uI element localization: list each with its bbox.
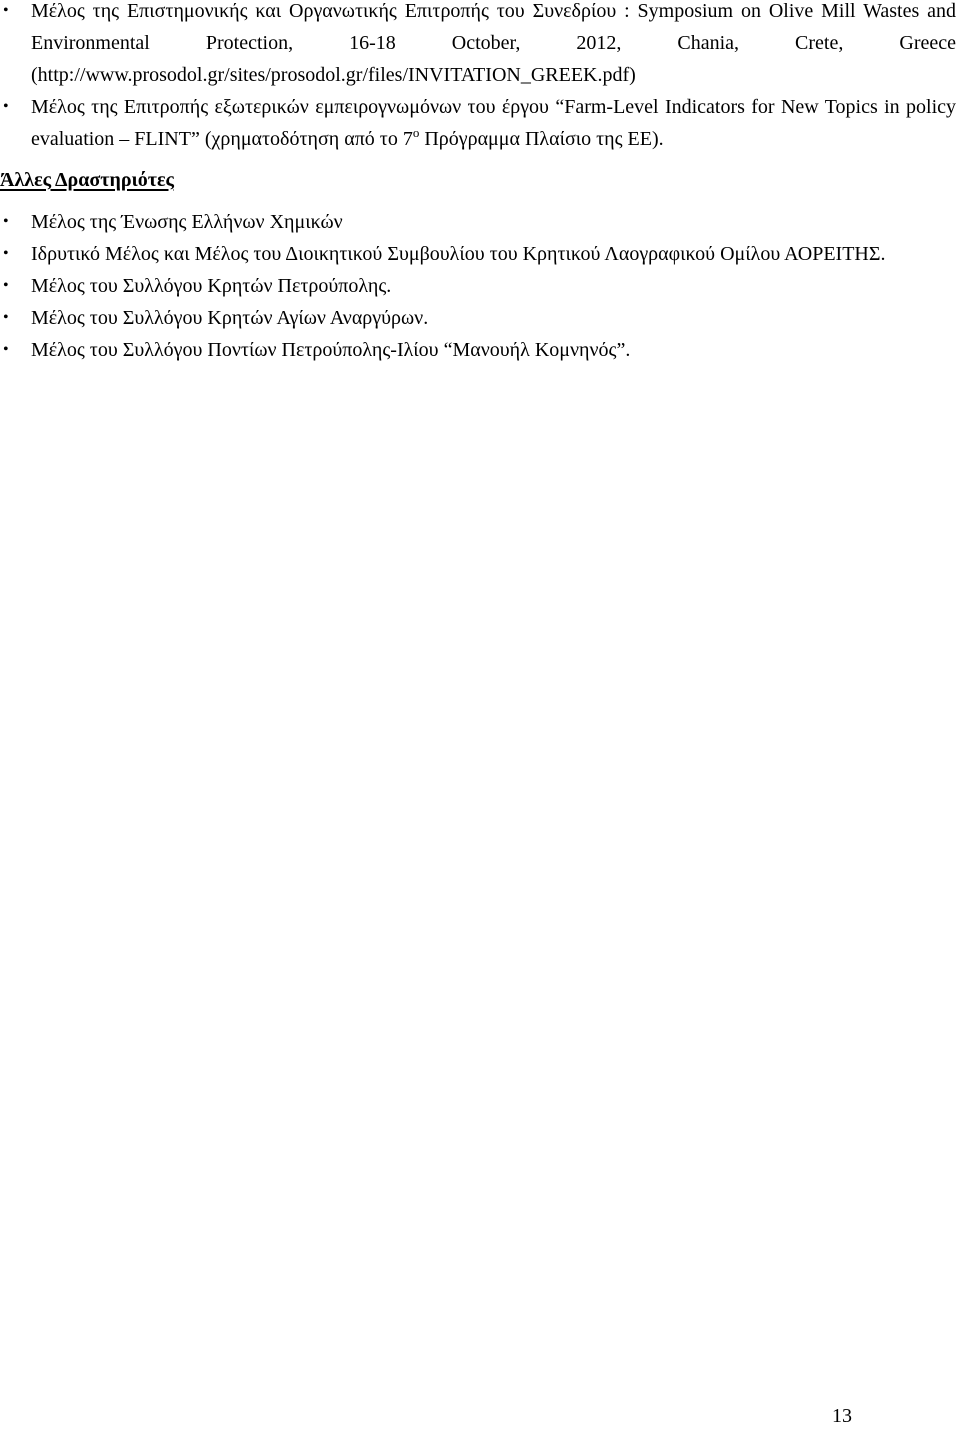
list-item [0,91,958,155]
list-item-text: Μέλος του Συλλόγου Κρητών Αγίων Αναργύρων. [31,307,429,329]
bullet: • [3,309,9,326]
other-activities-list [0,206,958,366]
list-item [0,0,958,91]
list-item-text: Μέλος του Συλλόγου Κρητών Πετρούπολης. [31,275,392,297]
list-item [0,334,958,366]
list-item-text: Μέλος της Ένωσης Ελλήνων Χημικών [31,211,343,233]
list-item [0,238,958,270]
ordinal-superscript: ο [412,125,420,140]
page-number: 13 [832,1405,852,1427]
list-item [0,302,958,334]
list-item-text: Μέλος της Επιστημονικής και Οργανωτικής Επιτροπής του Συνεδρίου : Symposium on Olive Mill Wastes and Environmental Protection, 16-18 October, 2012, Chania, Crete, Greece (http://www.prosodol.gr/sites/prosodol.gr/files/INVITATION_GREEK.pdf) [31,0,956,86]
list-item-text: Ιδρυτικό Μέλος και Μέλος του Διοικητικού Συμβουλίου του Κρητικού Λαογραφικού Ομίλου ΑΟΡΕΙΤΗΣ. [31,243,886,265]
bullet: • [3,277,9,294]
bullet: • [3,98,9,115]
bullet: • [3,341,9,358]
list-item-text-continued: Πρόγραμμα Πλαίσιο της ΕΕ). [419,128,664,150]
bullet: • [3,245,9,262]
bullet: • [3,2,9,19]
list-item [0,270,958,302]
list-item-text: Μέλος του Συλλόγου Ποντίων Πετρούπολης-Ιλίου “Μανουήλ Κομνηνός”. [31,339,631,361]
activities-list [0,0,958,155]
list-item-text: Μέλος της Επιτροπής εξωτερικών εμπειρογνωμόνων του έργου “Farm-Level Indicators for New Topics in policy evaluation – FLINT” (χρηματοδότηση από το 7 [31,96,956,150]
section-heading: Άλλες Δραστηριότες [0,169,174,191]
list-item [0,206,958,238]
bullet: • [3,213,9,230]
